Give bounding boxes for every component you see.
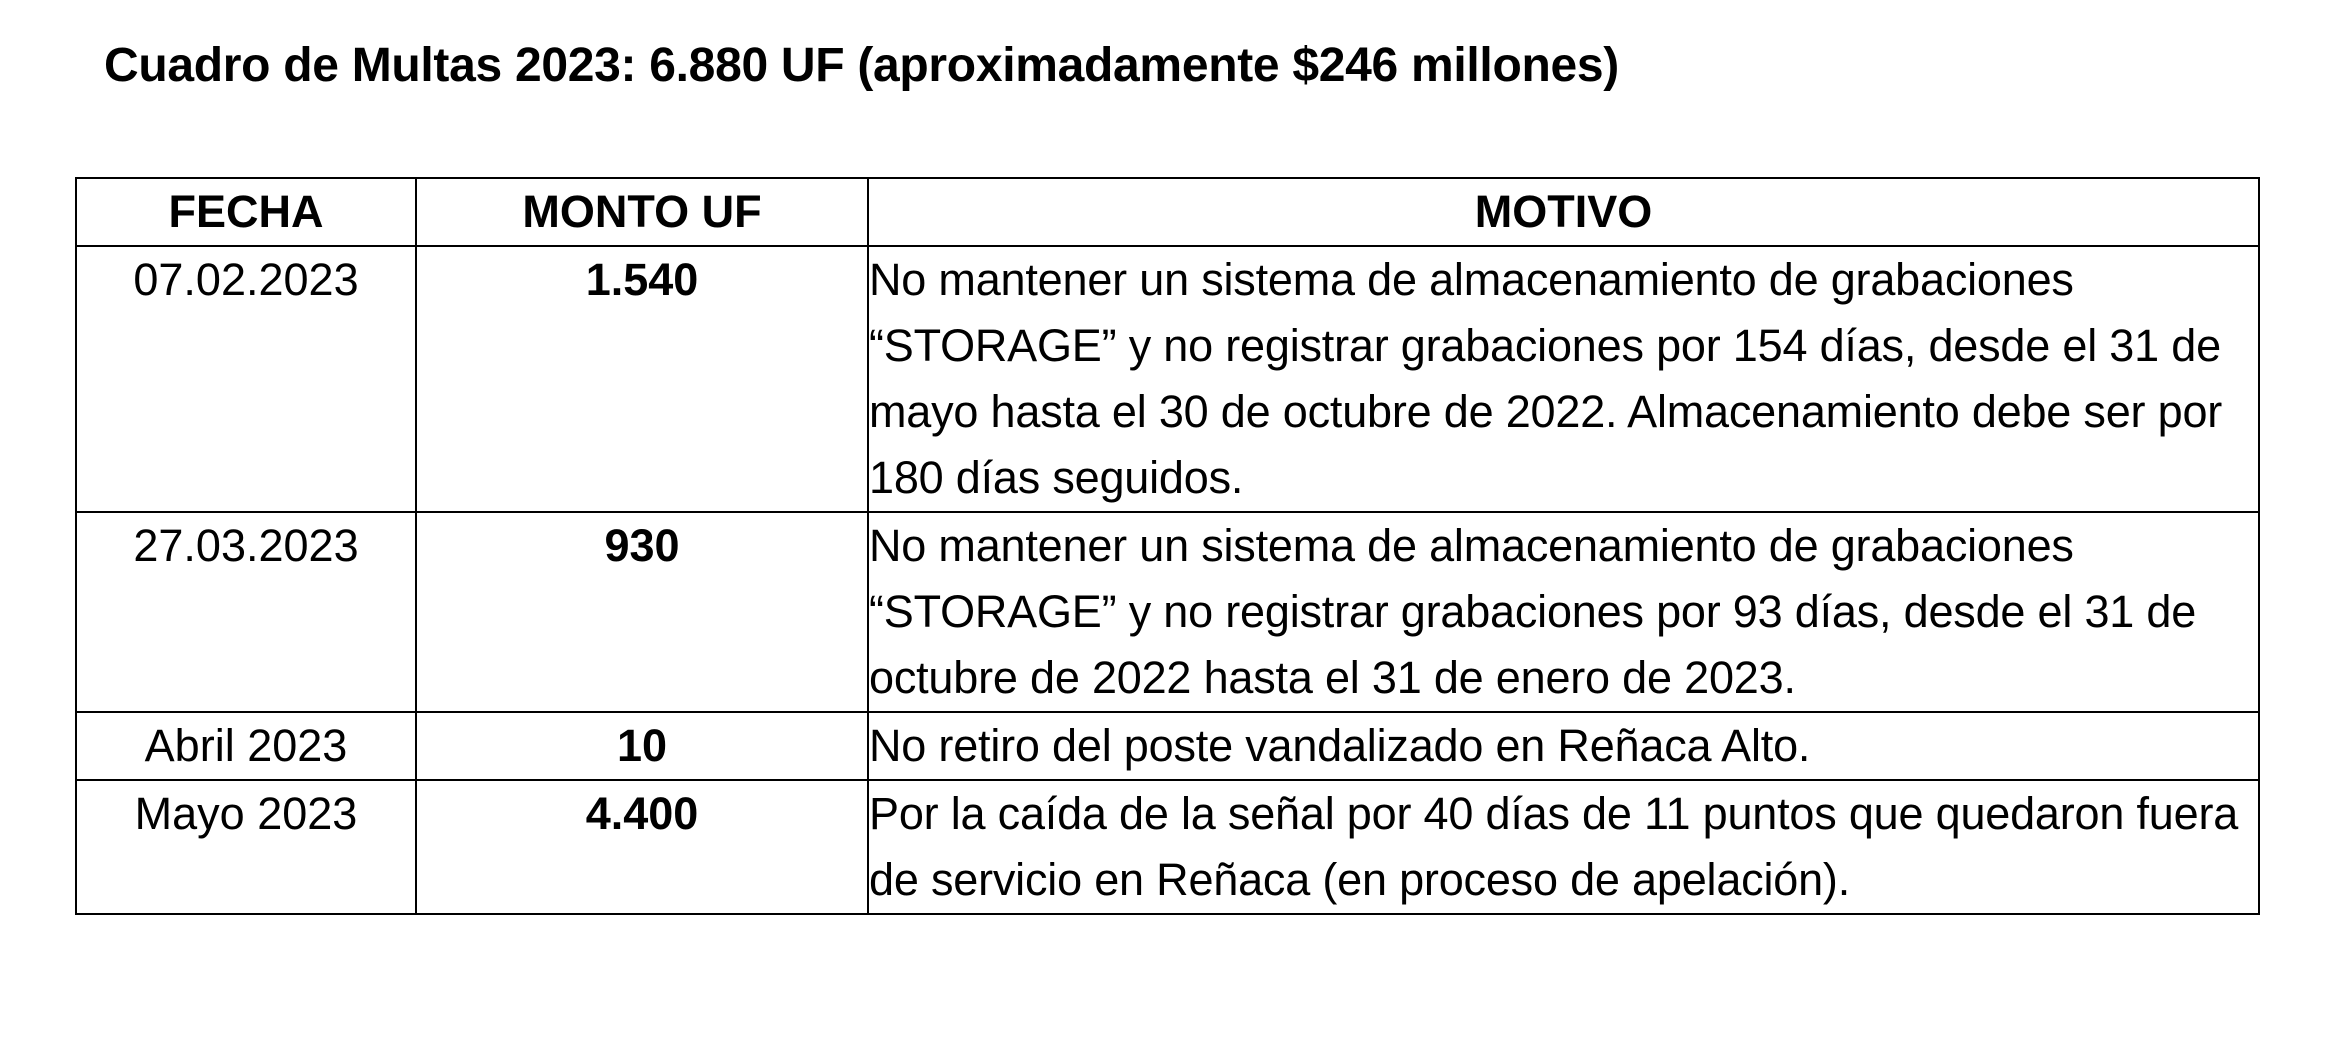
cell-motivo: Por la caída de la señal por 40 días de 11 puntos que quedaron fuera de servicio en Reñaca (en proceso de apelación). [868,780,2259,914]
cell-fecha: 07.02.2023 [76,246,416,512]
column-header-motivo: MOTIVO [868,178,2259,246]
column-header-fecha: FECHA [76,178,416,246]
table-header-row [76,178,2259,246]
cell-monto: 1.540 [416,246,868,512]
table-row [76,246,2259,512]
page-title: Cuadro de Multas 2023: 6.880 UF (aproximadamente $246 millones) [104,39,1619,92]
cell-motivo: No mantener un sistema de almacenamiento de grabaciones “STORAGE” y no registrar grabaciones por 93 días, desde el 31 de octubre de 2022 hasta el 31 de enero de 2023. [868,512,2259,712]
cell-fecha: Mayo 2023 [76,780,416,914]
cell-motivo: No mantener un sistema de almacenamiento de grabaciones “STORAGE” y no registrar grabaciones por 154 días, desde el 31 de mayo hasta el 30 de octubre de 2022. Almacenamiento debe ser por 180 días seguidos. [868,246,2259,512]
cell-motivo: No retiro del poste vandalizado en Reñaca Alto. [868,712,2259,780]
column-header-monto: MONTO UF [416,178,868,246]
table-row [76,712,2259,780]
cell-monto: 930 [416,512,868,712]
cell-monto: 10 [416,712,868,780]
cell-fecha: Abril 2023 [76,712,416,780]
fines-table [75,177,2260,915]
cell-fecha: 27.03.2023 [76,512,416,712]
table-row [76,512,2259,712]
table-row [76,780,2259,914]
cell-monto: 4.400 [416,780,868,914]
